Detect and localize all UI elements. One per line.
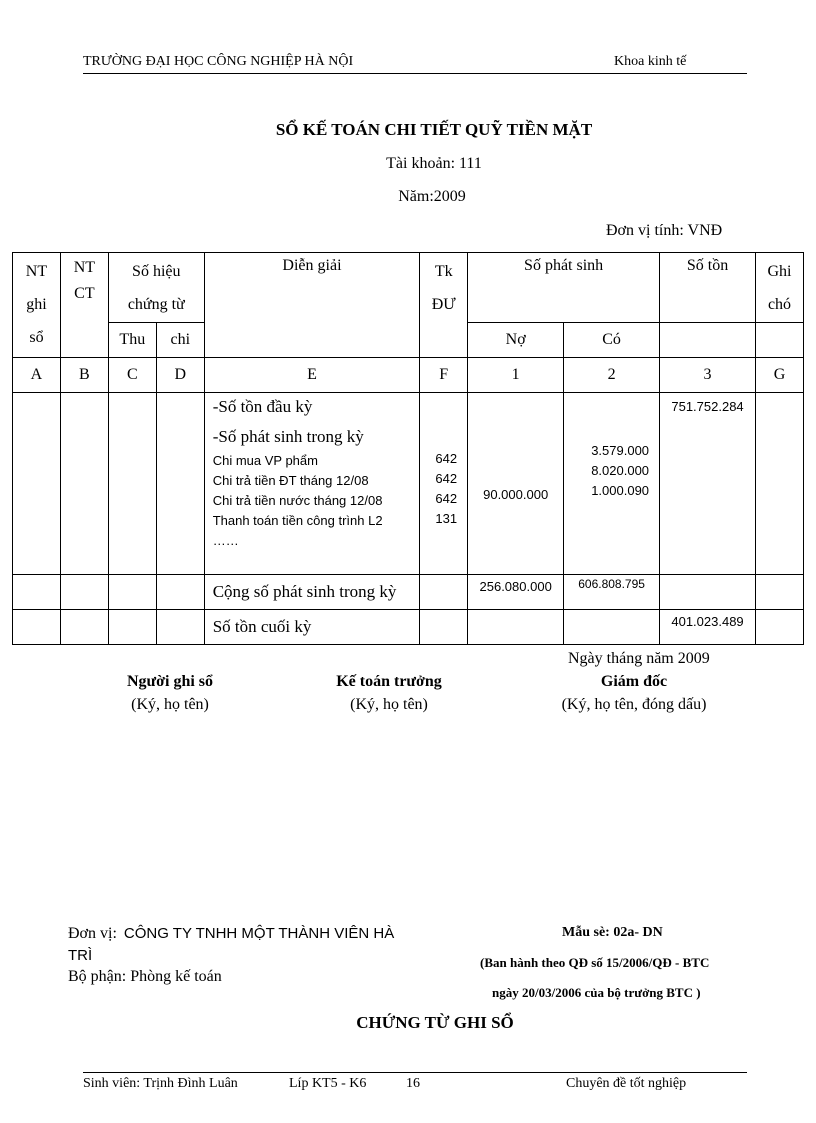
- list-item: 642: [435, 471, 458, 486]
- credit-value: 1.000.090: [591, 483, 650, 498]
- table-row-closing: [13, 610, 804, 645]
- issued-line-1: (Ban hành theo QĐ số 15/2006/QĐ - BTC: [480, 955, 710, 970]
- director-note: (Ký, họ tên, đóng dấu): [561, 696, 707, 713]
- sign-date: Ngày tháng năm 2009: [568, 650, 710, 667]
- entry-list: [213, 451, 420, 551]
- period-label: -Số phát sinh trong kỳ: [212, 427, 364, 446]
- code-f: F: [420, 358, 468, 393]
- code-a: A: [13, 358, 61, 393]
- header-tk-du: Tk ĐƯ: [420, 253, 468, 358]
- total-credit: 606.808.795: [564, 575, 660, 610]
- class-name: Líp KT5 - K6: [289, 1076, 367, 1091]
- code-g: G: [755, 358, 803, 393]
- cash-ledger-table: [12, 252, 804, 645]
- list-item: Chi trả tiền nước tháng 12/08: [212, 493, 383, 508]
- debit-value: 90.000.000: [468, 393, 564, 575]
- department: Bộ phận: Phòng kế toán: [68, 968, 222, 985]
- header-so-phat-sinh: Số phát sinh: [468, 253, 660, 323]
- credit-values: [564, 393, 660, 575]
- header-dien-giai: Diễn giải: [204, 253, 420, 358]
- student-name: Sinh viên: Trịnh Đình Luân: [83, 1076, 238, 1091]
- topic: Chuyên đề tốt nghiệp: [566, 1076, 687, 1091]
- unit-name: CÔNG TY TNHH MỘT THÀNH VIÊN HÀ: [123, 925, 395, 942]
- page-number: 16: [406, 1076, 420, 1091]
- closing-balance: 401.023.489: [660, 610, 756, 645]
- header-nt-ct: NT CT: [60, 253, 108, 358]
- code-c: C: [108, 358, 156, 393]
- chief-note: (Ký, họ tên): [350, 696, 428, 713]
- code-3: 3: [660, 358, 756, 393]
- voucher-title: CHỨNG TỪ GHI SỔ: [356, 1013, 514, 1032]
- list-item: Chi mua VP phẩm: [212, 453, 318, 468]
- body-cell-d: [156, 393, 204, 575]
- unit-name-cont: TRÌ: [68, 947, 93, 964]
- header-ghi-chu: Ghi chó: [755, 253, 803, 323]
- code-b: B: [60, 358, 108, 393]
- body-description: [204, 393, 420, 575]
- total-label: Cộng số phát sinh trong kỳ: [204, 575, 420, 610]
- code-d: D: [156, 358, 204, 393]
- year-label: Năm:2009: [398, 188, 466, 205]
- unit-line: [68, 925, 394, 943]
- recorder-note: (Ký, họ tên): [131, 696, 209, 713]
- faculty-name: Khoa kinh tế: [614, 54, 687, 69]
- list-item: 642: [435, 451, 458, 466]
- unit-label: Đơn vị:: [68, 925, 117, 942]
- recorder-signature: [70, 670, 270, 716]
- body-cell-g: [755, 393, 803, 575]
- footer-rule: [83, 1072, 747, 1073]
- header-nt-ghi-so: NT ghi sổ: [13, 253, 61, 358]
- table-row-body: [13, 393, 804, 575]
- code-e: E: [204, 358, 420, 393]
- header-so-ton-blank: [660, 323, 756, 358]
- chief-title: Kế toán trưởng: [336, 673, 442, 690]
- header-no: Nợ: [468, 323, 564, 358]
- director-signature: [524, 670, 744, 716]
- list-item: 642: [435, 491, 458, 506]
- body-accounts: [420, 393, 468, 575]
- ellipsis: ……: [212, 533, 239, 548]
- table-row-total: [13, 575, 804, 610]
- school-name: TRƯỜNG ĐẠI HỌC CÔNG NGHIỆP HÀ NỘI: [83, 54, 354, 69]
- chief-signature: [289, 670, 489, 716]
- header-chi: chi: [156, 323, 204, 358]
- body-cell-a: [13, 393, 61, 575]
- header-so-hieu: Số hiệu chứng từ: [108, 253, 204, 323]
- opening-balance: 751.752.284: [660, 393, 756, 575]
- closing-label: Số tồn cuối kỳ: [204, 610, 420, 645]
- total-debit: 256.080.000: [468, 575, 564, 610]
- list-item: 131: [435, 511, 458, 526]
- form-number: Mẫu sè: 02a- DN: [562, 925, 663, 940]
- list-item: Thanh toán tiền công trình L2: [212, 513, 383, 528]
- issued-line-2: ngày 20/03/2006 của bộ trưởng BTC ): [492, 985, 701, 1000]
- account-label: Tài khoản: 111: [386, 155, 482, 172]
- header-so-ton: Số tồn: [660, 253, 756, 323]
- header-rule: [83, 73, 747, 74]
- code-2: 2: [564, 358, 660, 393]
- ledger-title: SỔ KẾ TOÁN CHI TIẾT QUỸ TIỀN MẶT: [275, 120, 593, 139]
- recorder-title: Người ghi sổ: [126, 673, 214, 690]
- header-ghi-chu-blank: [755, 323, 803, 358]
- currency-unit: Đơn vị tính: VNĐ: [606, 222, 723, 239]
- body-cell-c: [108, 393, 156, 575]
- header-co: Có: [564, 323, 660, 358]
- credit-value: 3.579.000: [591, 443, 650, 458]
- credit-value: 8.020.000: [591, 463, 650, 478]
- body-cell-b: [60, 393, 108, 575]
- director-title: Giám đốc: [600, 673, 668, 690]
- header-thu: Thu: [108, 323, 156, 358]
- list-item: Chi trả tiền ĐT tháng 12/08: [212, 473, 369, 488]
- opening-label: -Số tồn đầu kỳ: [212, 397, 313, 416]
- code-1: 1: [468, 358, 564, 393]
